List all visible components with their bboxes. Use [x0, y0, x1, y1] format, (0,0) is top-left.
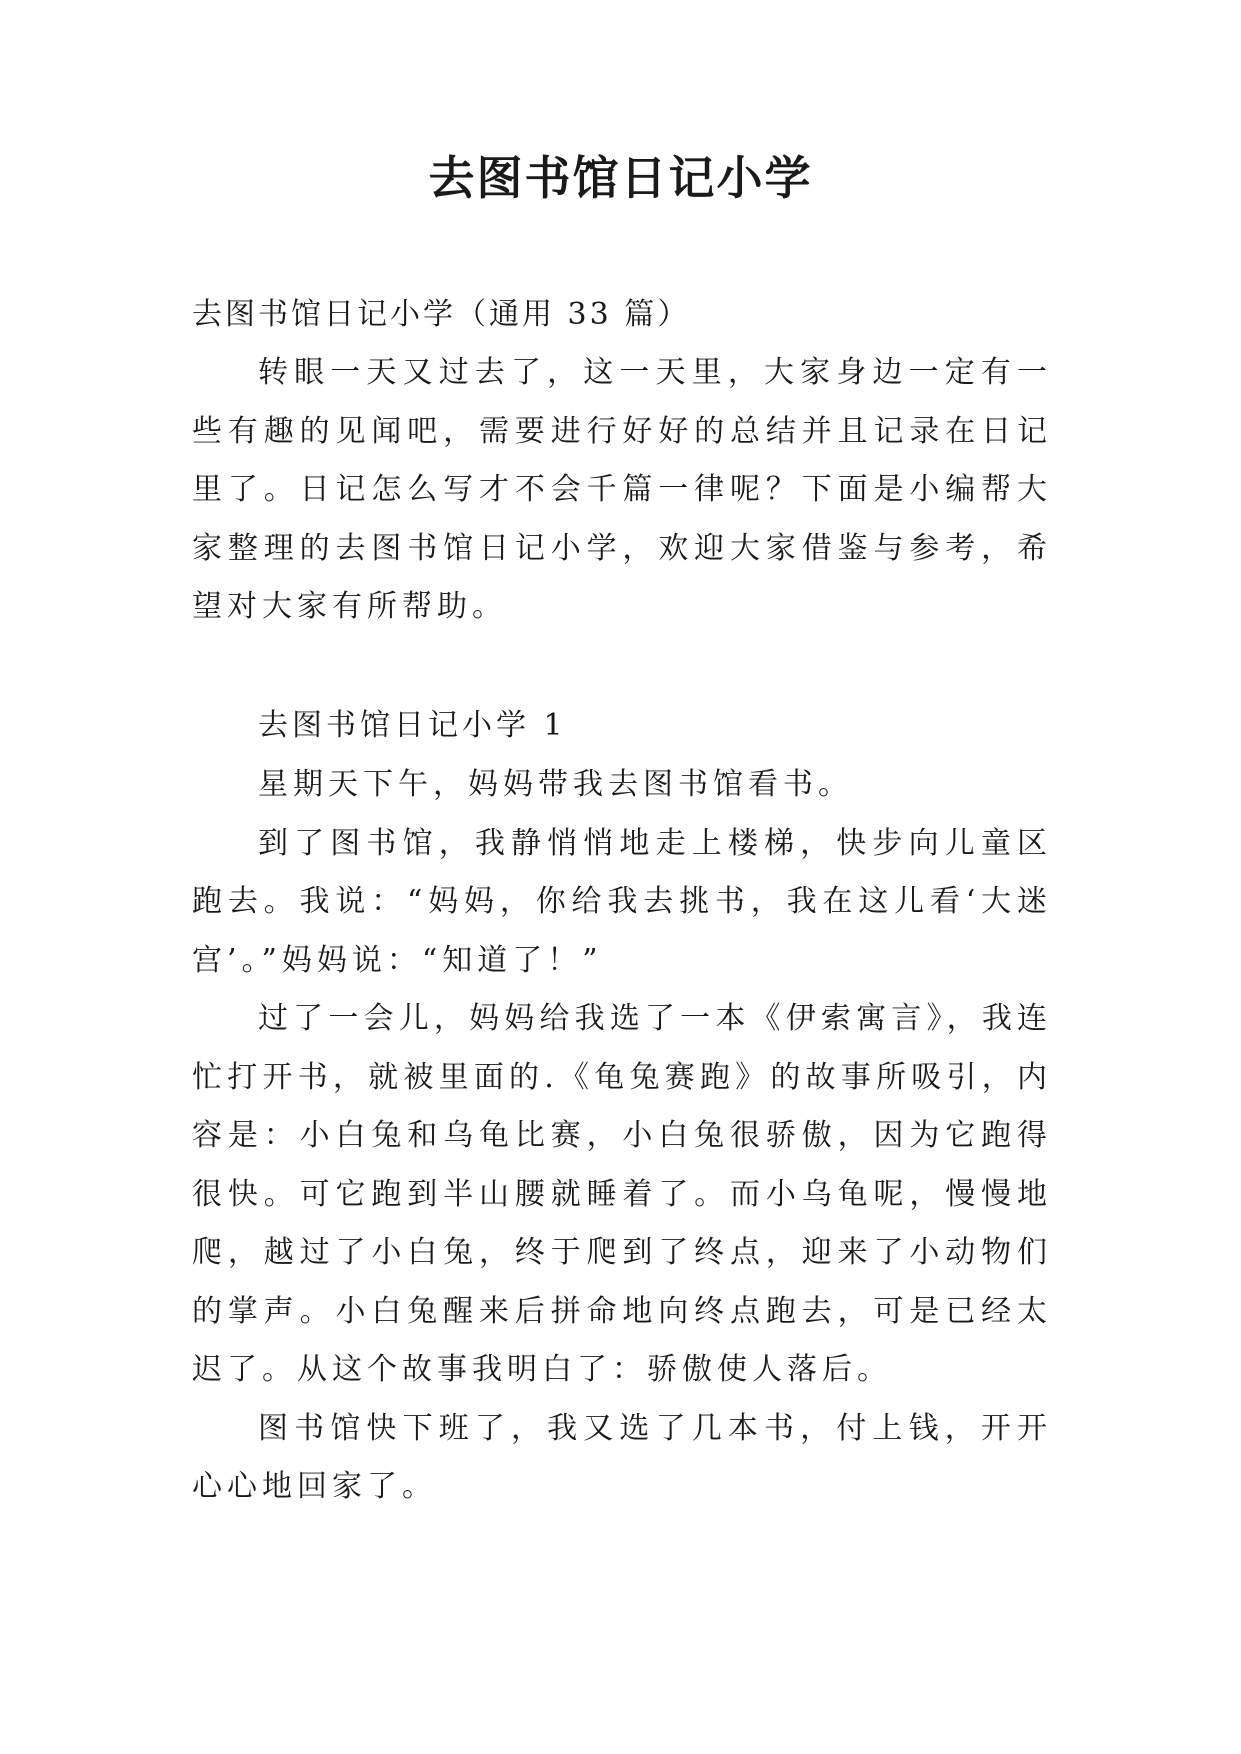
diary-body	[192, 756, 1052, 1517]
diary-paragraph: 图书馆快下班了，我又选了几本书，付上钱，开开心心地回家了。	[192, 1410, 1052, 1504]
diary-paragraph: 星期天下午，妈妈带我去图书馆看书。	[258, 767, 853, 802]
document-subtitle: 去图书馆日记小学（通用 33 篇）	[192, 297, 691, 332]
diary-paragraph: 过了一会儿，妈妈给我选了一本《伊索寓言》，我连忙打开书，就被里面的.《龟兔赛跑》的故事所吸引，内容是：小白兔和乌龟比赛，小白兔很骄傲，因为它跑得很快。可它跑到半山腰就睡着了。而小乌龟呢，慢慢地爬，越过了小白兔，终于爬到了终点，迎来了小动物们的掌声。小白兔醒来后拼命地向终点跑去，可是已经太迟了。从这个故事我明白了：骄傲使人落后。	[192, 1001, 1052, 1387]
document-title: 去图书馆日记小学	[428, 151, 813, 205]
diary-paragraph: 到了图书馆，我静悄悄地走上楼梯，快步向儿童区跑去。我说：“妈妈，你给我去挑书，我在这儿看‘大迷宫’。”妈妈说：“知道了！”	[192, 825, 1052, 978]
section-heading: 去图书馆日记小学 1	[258, 708, 567, 743]
intro-paragraph: 转眼一天又过去了，这一天里，大家身边一定有一些有趣的见闻吧，需要进行好好的总结并且记录在日记里了。日记怎么写才不会千篇一律呢？下面是小编帮大家整理的去图书馆日记小学，欢迎大家借鉴与参考，希望对大家有所帮助。	[192, 355, 1052, 624]
